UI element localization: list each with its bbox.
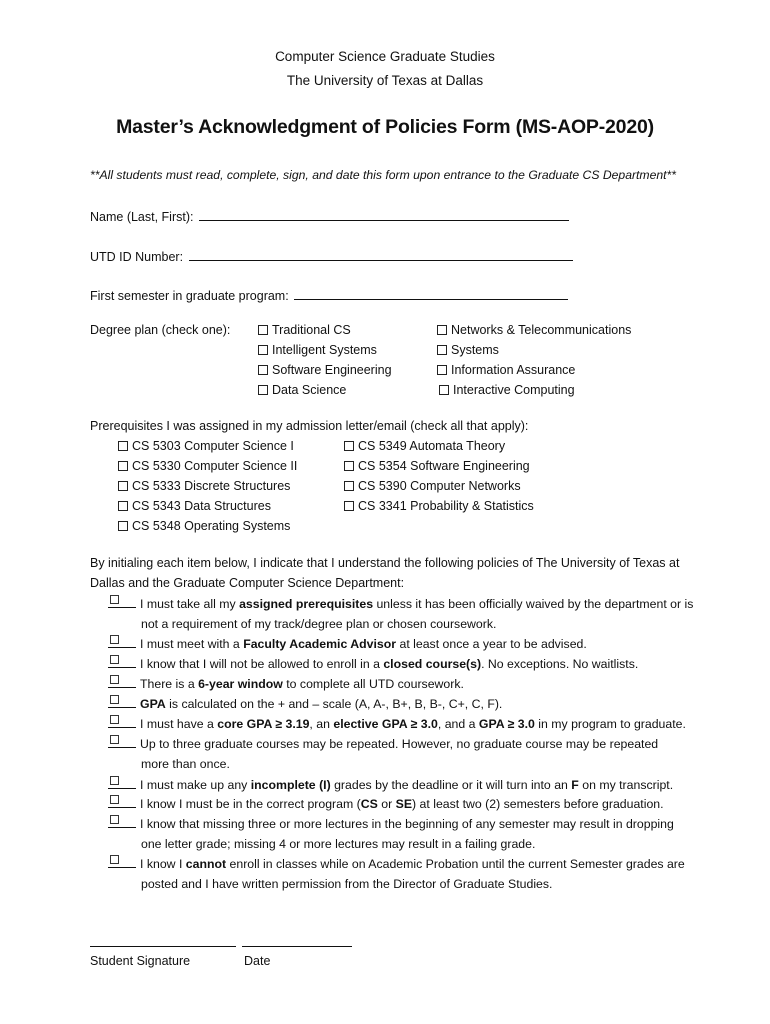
signature-line[interactable]: [90, 936, 236, 947]
prereq-cs3341[interactable]: CS 3341 Probability & Statistics: [344, 499, 534, 513]
semester-input-line[interactable]: [294, 287, 568, 300]
prereq-cs5330[interactable]: CS 5330 Computer Science II: [118, 459, 297, 473]
policy-item-attendance[interactable]: I know that missing three or more lectures in the beginning of any semester may result in dropping: [108, 814, 674, 834]
prereq-cs5303[interactable]: CS 5303 Computer Science I: [118, 439, 294, 453]
policy-item-gpa-scale[interactable]: GPA is calculated on the + and – scale (A, A-, B+, B, B-, C+, C, F).: [108, 694, 502, 714]
policy-item-gpa-requirements[interactable]: I must have a core GPA ≥ 3.19, an elective GPA ≥ 3.0, and a GPA ≥ 3.0 in my program to graduate.: [108, 714, 686, 734]
policies-intro: By initialing each item below, I indicate that I understand the following policies of The University of Texas at Dallas and the Graduate Computer Science Department:: [90, 556, 680, 590]
name-input-line[interactable]: [199, 208, 569, 221]
policy-item-repeat-courses-cont: more than once.: [141, 757, 230, 771]
checkbox-icon[interactable]: [344, 441, 354, 451]
checkbox-icon[interactable]: [437, 365, 447, 375]
date-line[interactable]: [242, 936, 352, 947]
checkbox-icon[interactable]: [118, 441, 128, 451]
department-name: Computer Science Graduate Studies: [275, 49, 495, 64]
checkbox-icon[interactable]: [344, 481, 354, 491]
checkbox-icon[interactable]: [437, 325, 447, 335]
checkbox-icon[interactable]: [344, 461, 354, 471]
policy-item-six-year-window[interactable]: There is a 6-year window to complete all UTD coursework.: [108, 674, 464, 694]
prereq-cs5354[interactable]: CS 5354 Software Engineering: [344, 459, 530, 473]
checkbox-icon[interactable]: [118, 521, 128, 531]
policy-item-attendance-cont: one letter grade; missing 4 or more lectures may result in a failing grade.: [141, 837, 536, 851]
name-label: Name (Last, First):: [90, 210, 194, 224]
policy-item-closed-courses[interactable]: I know that I will not be allowed to enroll in a closed course(s). No exceptions. No waitlists.: [108, 654, 638, 674]
checkbox-icon[interactable]: [258, 325, 268, 335]
form-title: Master’s Acknowledgment of Policies Form (MS-AOP-2020): [116, 116, 654, 138]
utd-id-input-line[interactable]: [189, 248, 573, 261]
checkbox-icon[interactable]: [118, 461, 128, 471]
degree-option-systems[interactable]: Systems: [437, 343, 499, 357]
degree-option-data-science[interactable]: Data Science: [258, 383, 346, 397]
checkbox-icon[interactable]: [258, 385, 268, 395]
initial-blank[interactable]: [108, 776, 136, 789]
initial-blank[interactable]: [108, 655, 136, 668]
degree-option-intelligent-systems[interactable]: Intelligent Systems: [258, 343, 377, 357]
checkbox-icon[interactable]: [118, 481, 128, 491]
semester-field[interactable]: [90, 287, 568, 303]
policy-item-probation-cont: posted and I have written permission from the Director of Graduate Studies.: [141, 877, 553, 891]
signature-label: Student Signature: [90, 954, 191, 968]
checkbox-icon[interactable]: [258, 345, 268, 355]
degree-option-traditional-cs[interactable]: Traditional CS: [258, 323, 351, 337]
checkbox-icon[interactable]: [258, 365, 268, 375]
initial-blank[interactable]: [108, 795, 136, 808]
checkbox-icon[interactable]: [344, 501, 354, 511]
degree-option-networks[interactable]: Networks & Telecommunications: [437, 323, 631, 337]
date-label: Date: [244, 954, 271, 968]
degree-option-interactive-computing[interactable]: Interactive Computing: [439, 383, 575, 397]
prereq-cs5333[interactable]: CS 5333 Discrete Structures: [118, 479, 290, 493]
name-field[interactable]: [90, 208, 569, 224]
policy-item-incomplete[interactable]: I must make up any incomplete (I) grades by the deadline or it will turn into an F on my transcript.: [108, 775, 673, 795]
policy-item-correct-program[interactable]: I know I must be in the correct program (CS or SE) at least two (2) semesters before graduation.: [108, 794, 664, 814]
policy-item-probation[interactable]: I know I cannot enroll in classes while on Academic Probation until the current Semester grades are: [108, 854, 685, 874]
university-name: The University of Texas at Dallas: [286, 73, 484, 88]
checkbox-icon[interactable]: [439, 385, 449, 395]
initial-blank[interactable]: [108, 675, 136, 688]
prereq-cs5349[interactable]: CS 5349 Automata Theory: [344, 439, 505, 453]
prereq-cs5348[interactable]: CS 5348 Operating Systems: [118, 519, 290, 533]
initial-blank[interactable]: [108, 595, 136, 608]
policy-item-prerequisites-cont: not a requirement of my track/degree plan or chosen coursework.: [141, 617, 497, 631]
policy-item-advisor[interactable]: I must meet with a Faculty Academic Advisor at least once a year to be advised.: [108, 634, 587, 654]
prereq-cs5343[interactable]: CS 5343 Data Structures: [118, 499, 271, 513]
initial-blank[interactable]: [108, 635, 136, 648]
policy-item-prerequisites[interactable]: I must take all my assigned prerequisites unless it has been officially waived by the department or is: [108, 594, 693, 614]
prerequisites-label: Prerequisites I was assigned in my admission letter/email (check all that apply):: [90, 419, 529, 433]
policy-item-repeat-courses[interactable]: Up to three graduate courses may be repeated. However, no graduate course may be repeated: [108, 734, 658, 754]
utd-id-field[interactable]: [90, 248, 573, 264]
degree-option-information-assurance[interactable]: Information Assurance: [437, 363, 575, 377]
checkbox-icon[interactable]: [118, 501, 128, 511]
initial-blank[interactable]: [108, 735, 136, 748]
initial-blank[interactable]: [108, 815, 136, 828]
checkbox-icon[interactable]: [437, 345, 447, 355]
initial-blank[interactable]: [108, 855, 136, 868]
instruction-note: **All students must read, complete, sign, and date this form upon entrance to the Graduate CS Department**: [90, 168, 676, 182]
initial-blank[interactable]: [108, 715, 136, 728]
initial-blank[interactable]: [108, 695, 136, 708]
degree-plan-label: Degree plan (check one):: [90, 323, 231, 337]
prereq-cs5390[interactable]: CS 5390 Computer Networks: [344, 479, 521, 493]
semester-label: First semester in graduate program:: [90, 289, 289, 303]
degree-option-software-engineering[interactable]: Software Engineering: [258, 363, 392, 377]
utd-id-label: UTD ID Number:: [90, 250, 184, 264]
